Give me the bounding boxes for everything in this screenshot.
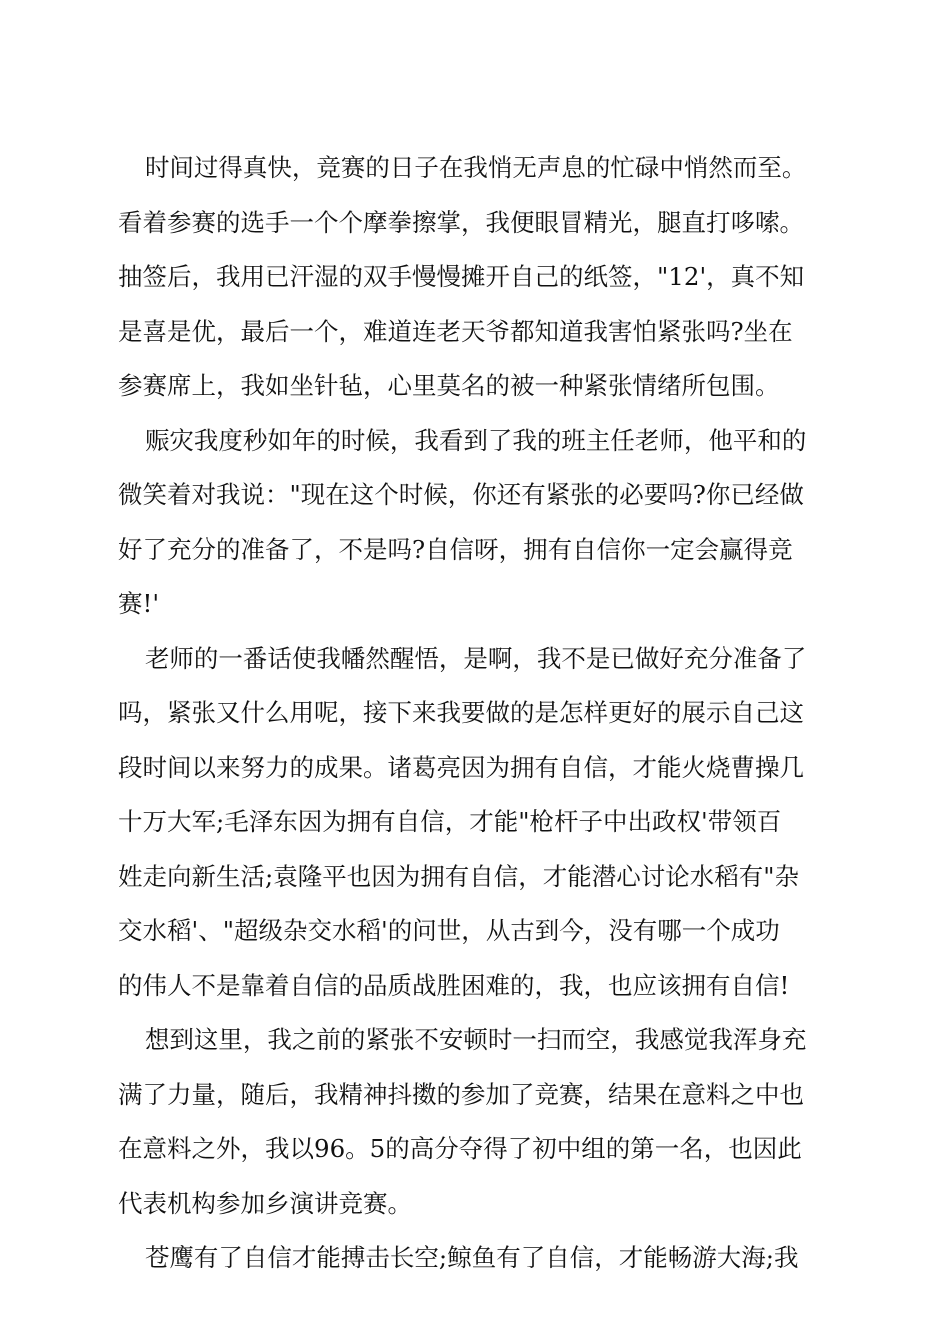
text-line: 吗，紧张又什么用呢，接下来我要做的是怎样更好的展示自己这 bbox=[118, 698, 804, 727]
text-line: 的伟人不是靠着自信的品质战胜困难的，我，也应该拥有自信! bbox=[118, 970, 790, 1000]
text-line: 赛!' bbox=[118, 589, 160, 618]
document-body bbox=[118, 141, 838, 1286]
text-line: 看着参赛的选手一个个摩拳擦掌，我便眼冒精光，腿直打哆嗦。 bbox=[118, 207, 804, 237]
text-line: 微笑着对我说："现在这个时候，你还有紧张的必要吗?你已经做 bbox=[118, 480, 804, 509]
text-line: 是喜是优，最后一个，难道连老天爷都知道我害怕紧张吗?坐在 bbox=[118, 316, 793, 346]
text-line: 好了充分的准备了，不是吗?自信呀，拥有自信你一定会赢得竞 bbox=[118, 534, 793, 564]
text-line: 赈灾我度秒如年的时候，我看到了我的班主任老师，他平和的 bbox=[144, 425, 807, 455]
paragraph-1 bbox=[118, 141, 838, 414]
text-line: 在意料之外，我以96。5的高分夺得了初中组的第一名，也因此 bbox=[118, 1134, 802, 1163]
text-line: 十万大军;毛泽东因为拥有自信，才能"枪杆子中出政权'带领百 bbox=[118, 807, 782, 836]
text-line: 抽签后，我用已汗湿的双手慢慢摊开自己的纸签，"12'，真不知 bbox=[118, 262, 805, 291]
paragraph-2 bbox=[118, 414, 838, 632]
text-line: 苍鹰有了自信才能搏击长空;鲸鱼有了自信，才能畅游大海;我 bbox=[144, 1243, 799, 1272]
text-line: 时间过得真快，竞赛的日子在我悄无声息的忙碌中悄然而至。 bbox=[144, 153, 807, 182]
paragraph-3 bbox=[118, 632, 838, 1014]
text-line: 交水稻'、"超级杂交水稻'的问世，从古到今，没有哪一个成功 bbox=[118, 916, 780, 945]
paragraph-5 bbox=[118, 1231, 838, 1286]
text-line: 代表机构参加乡演讲竞赛。 bbox=[118, 1188, 412, 1218]
text-line: 满了力量，随后，我精神抖擞的参加了竞赛，结果在意料之中也 bbox=[118, 1079, 804, 1109]
paragraph-4 bbox=[118, 1013, 838, 1231]
text-line: 老师的一番话使我幡然醒悟，是啊，我不是已做好充分准备了 bbox=[144, 643, 807, 673]
text-line: 想到这里，我之前的紧张不安顿时一扫而空，我感觉我浑身充 bbox=[144, 1025, 807, 1054]
text-line: 姓走向新生活;袁隆平也因为拥有自信，才能潜心讨论水稻有"杂 bbox=[118, 861, 800, 891]
text-line: 段时间以来努力的成果。诸葛亮因为拥有自信，才能火烧曹操几 bbox=[118, 752, 804, 782]
text-line: 参赛席上，我如坐针毡，心里莫名的被一种紧张情绪所包围。 bbox=[118, 371, 780, 400]
